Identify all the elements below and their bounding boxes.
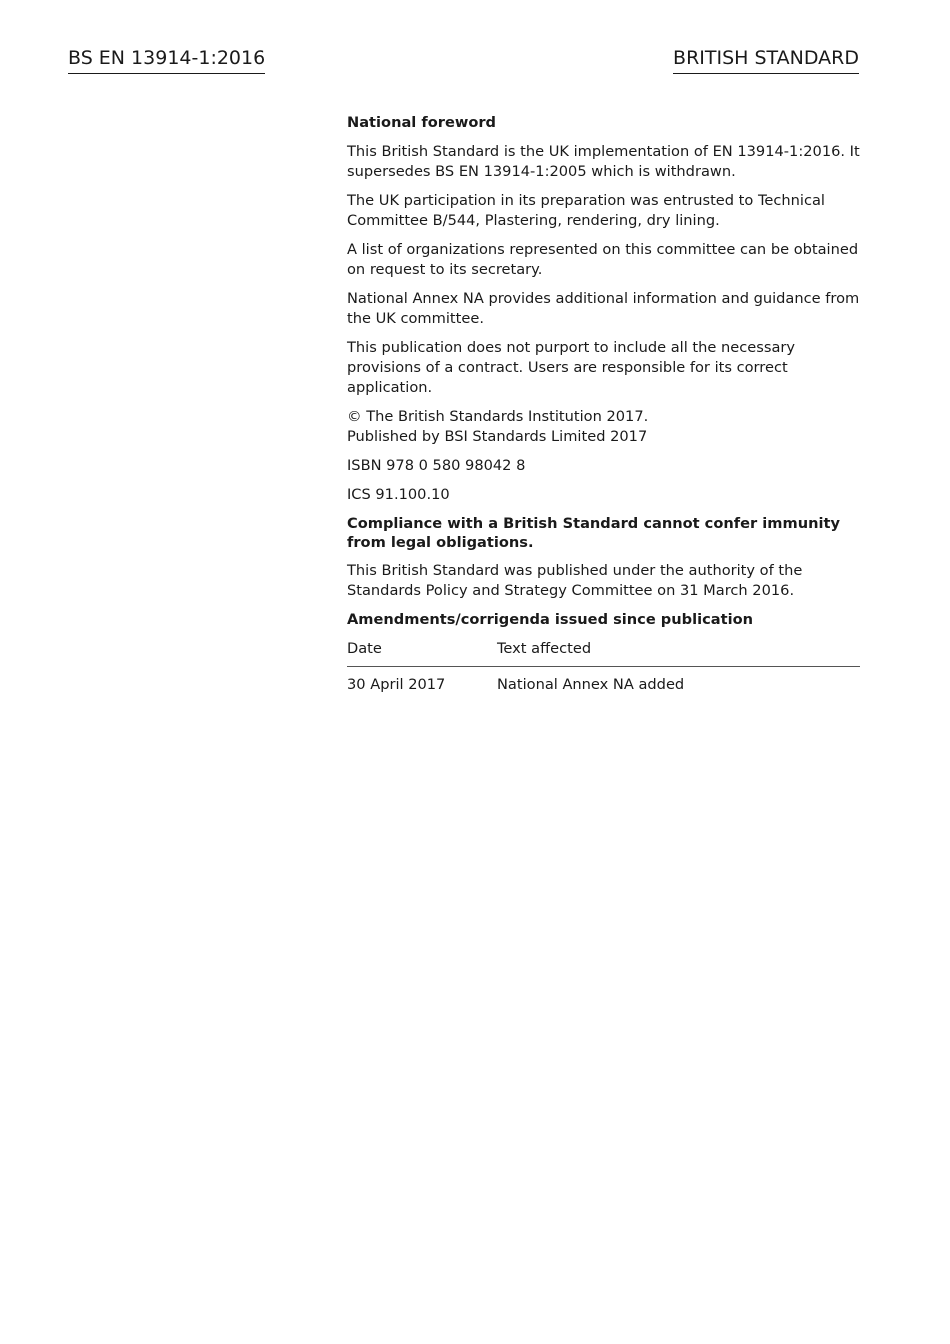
table-row [347,667,860,696]
national-foreword-section [347,113,860,695]
amendments-title: Amendments/corrigenda issued since publication [347,611,753,628]
authority-statement: This British Standard was published under the authority of the Standards Policy and Strategy Committee on 31 March 2016. [347,562,803,599]
copyright-line: © The British Standards Institution 2017. [347,408,649,425]
isbn: ISBN 978 0 580 98042 8 [347,457,526,474]
publisher-line: Published by BSI Standards Limited 2017 [347,428,648,445]
amendment-text: National Annex NA added [497,676,685,693]
standard-series: BRITISH STANDARD [673,46,859,74]
column-header-date: Date [347,639,497,667]
compliance-notice: Compliance with a British Standard cannot confer immunity from legal obligations. [347,515,840,551]
ics-code: ICS 91.100.10 [347,486,450,503]
copyright-block [347,407,860,447]
foreword-paragraph-national-annex: National Annex NA provides additional information and guidance from the UK committee. [347,290,860,327]
foreword-paragraph-participation: The UK participation in its preparation was entrusted to Technical Committee B/544, Plastering, rendering, dry lining. [347,192,825,229]
table-header-row [347,639,860,667]
column-header-text-affected: Text affected [497,639,860,667]
document-id: BS EN 13914-1:2016 [68,46,265,74]
foreword-paragraph-provisions: This publication does not purport to include all the necessary provisions of a contract. Users are responsible for its correct application. [347,339,796,396]
foreword-title: National foreword [347,114,497,131]
amendments-table [347,639,860,695]
foreword-paragraph-implementation: This British Standard is the UK implementation of EN 13914-1:2016. It supersedes BS EN 13914-1:2005 which is withdrawn. [347,143,860,180]
foreword-paragraph-organizations: A list of organizations represented on this committee can be obtained on request to its secretary. [347,241,859,278]
amendment-date: 30 April 2017 [347,676,446,693]
